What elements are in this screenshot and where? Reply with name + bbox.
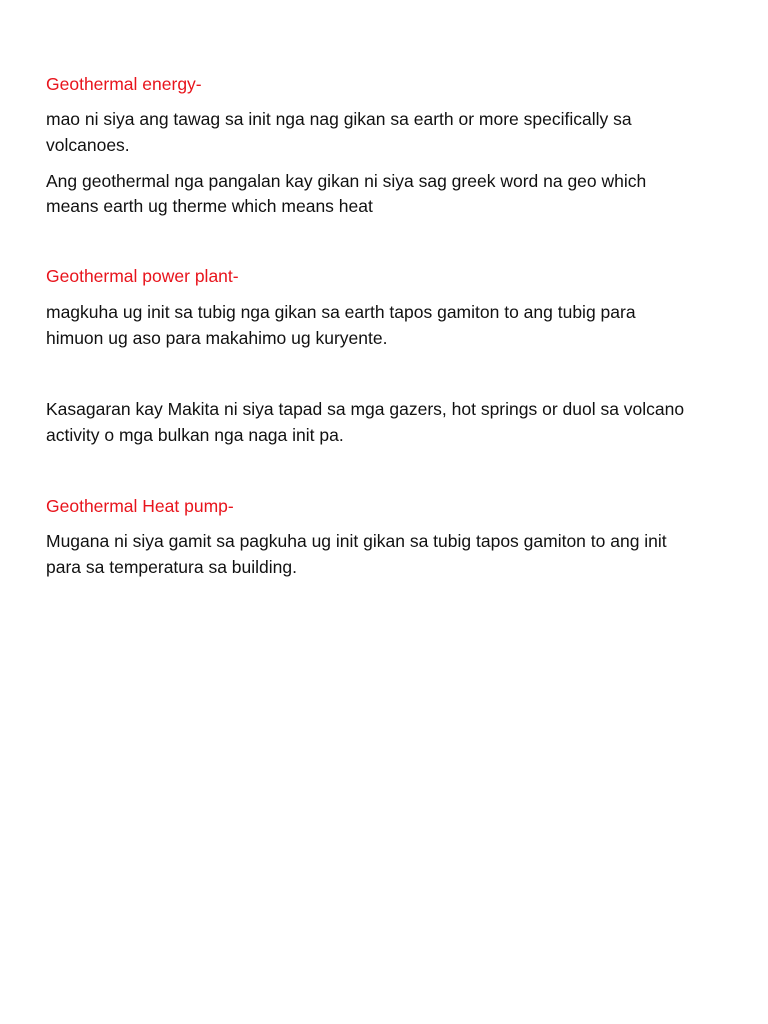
paragraph-line: himuon ug aso para makahimo ug kuryente. [46,328,388,348]
paragraph-line: Kasagaran kay Makita ni siya tapad sa mga gazers, hot springs or duol sa volcano [46,399,685,419]
section-heading-geothermal-heat-pump: Geothermal Heat pump- [46,496,234,516]
paragraph-line: mao ni siya ang tawag sa init nga nag gikan sa earth or more specifically sa [46,109,632,129]
paragraph-line: activity o mga bulkan nga naga init pa. [46,425,344,445]
paragraph-line: Ang geothermal nga pangalan kay gikan ni siya sag greek word na geo which [46,171,647,191]
paragraph-line: magkuha ug init sa tubig nga gikan sa earth tapos gamiton to ang tubig para [46,302,636,322]
paragraph-line: Mugana ni siya gamit sa pagkuha ug init gikan sa tubig tapos gamiton to ang init [46,531,667,551]
section-heading-geothermal-power-plant: Geothermal power plant- [46,266,239,286]
paragraph-line: volcanoes. [46,135,130,155]
section-heading-geothermal-energy: Geothermal energy- [46,74,202,94]
paragraph-line: para sa temperatura sa building. [46,557,297,577]
paragraph-line: means earth ug therme which means heat [46,196,373,216]
